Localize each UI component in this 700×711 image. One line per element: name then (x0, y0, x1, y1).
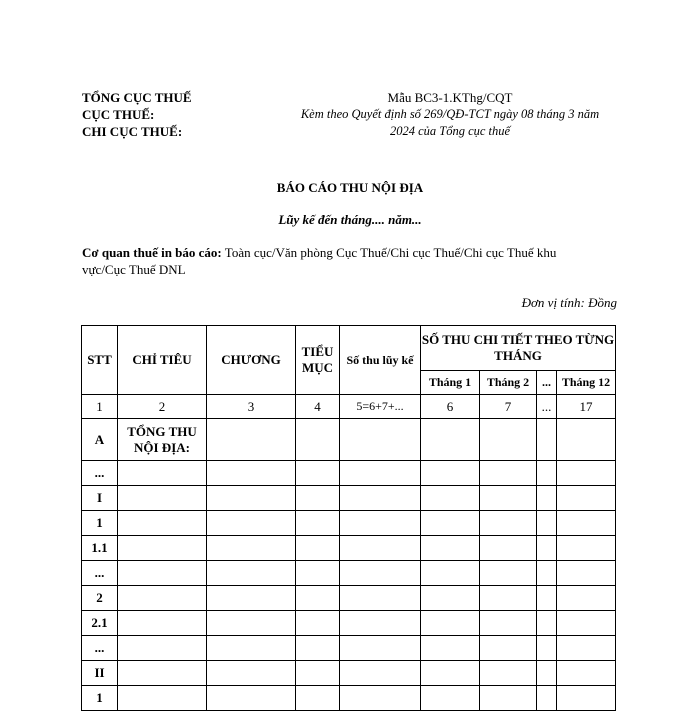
row-stt: 1 (82, 511, 118, 536)
row-stt: 2.1 (82, 611, 118, 636)
form-code: Mẫu BC3-1.KThg/CQT (387, 90, 513, 105)
row-stt: ... (82, 461, 118, 486)
header-tieu-muc: TIỂU MỤC (296, 326, 340, 395)
row-stt: ... (82, 561, 118, 586)
revenue-table (81, 325, 616, 711)
printing-agency-value: Toàn cục/Văn phòng Cục Thuế/Chi cục Thuế/Chi cục Thuế khu vực/Cục Thuế DNL (82, 245, 557, 277)
table-row (82, 686, 616, 711)
row-stt: I (82, 486, 118, 511)
header-chi-tieu: CHỈ TIÊU (118, 326, 207, 395)
sub-department-label: CHI CỤC THUẾ: (82, 124, 183, 139)
column-number-cell: 3 (207, 395, 296, 419)
row-stt: 2 (82, 586, 118, 611)
header-so-thu-luy-ke: Số thu lũy kế (340, 326, 421, 395)
header-thang-1: Tháng 1 (421, 371, 480, 395)
column-number-cell: 1 (82, 395, 118, 419)
table-row (82, 561, 616, 586)
row-chi-tieu: TỔNG THU NỘI ĐỊA: (118, 419, 207, 461)
header-thang-2: Tháng 2 (480, 371, 537, 395)
form-reference (260, 89, 640, 140)
column-number-cell: ... (537, 395, 557, 419)
row-stt: A (82, 419, 118, 461)
column-number-cell: 6 (421, 395, 480, 419)
header-chuong: CHƯƠNG (207, 326, 296, 395)
department-label: CỤC THUẾ: (82, 107, 155, 122)
currency-unit: Đơn vị tính: Đồng (521, 295, 617, 310)
row-stt: II (82, 661, 118, 686)
decision-line-2: 2024 của Tổng cục thuế (389, 124, 511, 138)
header-stt: STT (82, 326, 118, 395)
column-number-cell: 4 (296, 395, 340, 419)
header-thang-12: Tháng 12 (557, 371, 616, 395)
header-ellipsis: ... (537, 371, 557, 395)
row-stt: 1.1 (82, 536, 118, 561)
table-row (82, 511, 616, 536)
table-row (82, 661, 616, 686)
table-row (82, 586, 616, 611)
table-row (82, 486, 616, 511)
table-row (82, 536, 616, 561)
table-row (82, 419, 616, 461)
table-row (82, 611, 616, 636)
column-number-cell: 2 (118, 395, 207, 419)
printing-agency-label: Cơ quan thuế in báo cáo: (82, 245, 222, 260)
agency-header (82, 89, 192, 140)
printing-agency (82, 244, 602, 278)
decision-line-1: Kèm theo Quyết định số 269/QĐ-TCT ngày 08 tháng 3 năm (300, 107, 600, 121)
table-row (82, 461, 616, 486)
column-number-cell: 5=6+7+... (340, 395, 421, 419)
column-number-cell: 17 (557, 395, 616, 419)
row-stt: ... (82, 636, 118, 661)
row-stt: 1 (82, 686, 118, 711)
column-number-cell: 7 (480, 395, 537, 419)
header-monthly-group: SỐ THU CHI TIẾT THEO TỪNG THÁNG (421, 326, 616, 371)
report-title: BÁO CÁO THU NỘI ĐỊA (276, 180, 424, 195)
report-subtitle: Lũy kế đến tháng.... năm... (278, 212, 422, 227)
general-department-label: TỔNG CỤC THUẾ (82, 90, 192, 105)
table-row (82, 636, 616, 661)
